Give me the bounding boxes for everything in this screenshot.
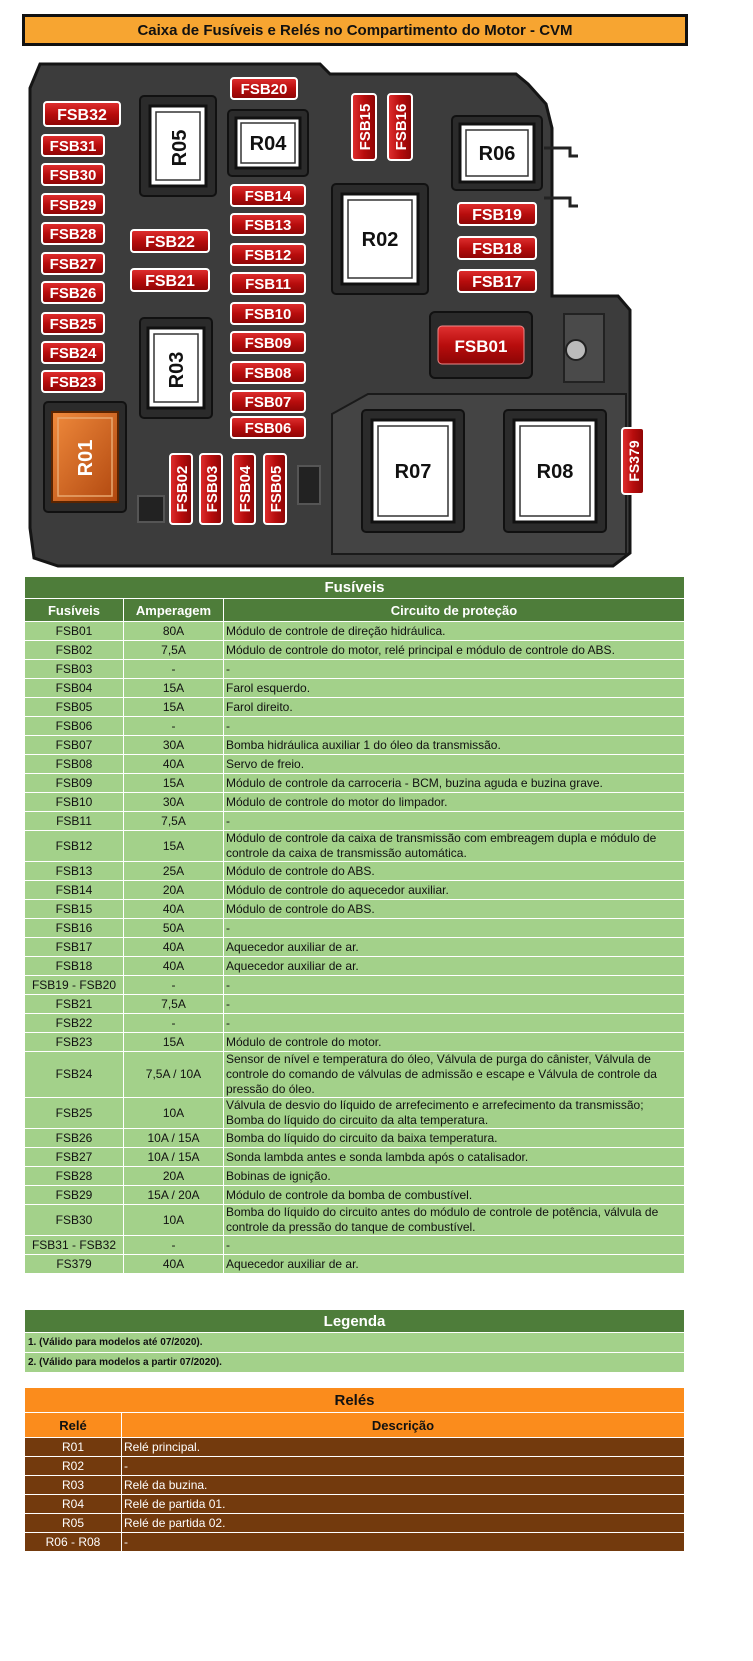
svg-text:FSB05: FSB05 — [268, 465, 285, 513]
svg-text:FSB24: FSB24 — [49, 345, 97, 362]
table-row — [25, 1098, 685, 1129]
desc-cell: - — [122, 1457, 685, 1476]
circuit-cell: Sensor de nível e temperatura do óleo, Válvula de purga do cânister, Válvula de controle do comando de válvulas de admissão e escape e Válvula de controle da pressão do óleo. — [224, 1052, 685, 1098]
fuse-label: FSB32 — [57, 107, 107, 124]
table-row — [25, 717, 685, 736]
fuse-fsb13 — [231, 214, 305, 235]
circuit-cell: - — [224, 919, 685, 938]
amp-cell: 7,5A / 10A — [124, 1052, 224, 1098]
svg-text:R07: R07 — [394, 461, 432, 483]
page-title: Caixa de Fusíveis e Relés no Compartimento do Motor - CVM — [22, 14, 688, 46]
circuit-cell: Bomba do líquido do circuito da baixa temperatura. — [224, 1129, 685, 1148]
fuse-fsb25 — [42, 313, 104, 334]
relay-r07 — [362, 410, 464, 532]
fuse-cell: FSB26 — [25, 1129, 124, 1148]
svg-text:FSB13: FSB13 — [244, 217, 292, 234]
fuse-fsb21 — [131, 269, 209, 291]
fuse-cell: FSB24 — [25, 1052, 124, 1098]
svg-text:FSB15: FSB15 — [357, 103, 374, 151]
fuse-cell: FSB18 — [25, 957, 124, 976]
table-row — [25, 812, 685, 831]
fuse-fsb14 — [231, 185, 305, 206]
circuit-cell: Módulo de controle do motor do limpador. — [224, 793, 685, 812]
table-row — [25, 1495, 685, 1514]
amp-cell: - — [124, 660, 224, 679]
fuse-cell: FSB08 — [25, 755, 124, 774]
svg-text:FSB03: FSB03 — [204, 465, 221, 513]
table-row — [25, 938, 685, 957]
fuse-cell: FSB13 — [25, 862, 124, 881]
legend-heading: Legenda — [25, 1310, 685, 1333]
relay-cell: R01 — [25, 1438, 122, 1457]
fuse-fsb19 — [458, 203, 536, 225]
table-row — [25, 1205, 685, 1236]
col-fuse: Fusíveis — [25, 599, 124, 622]
legend-table — [24, 1309, 685, 1373]
fuse-fsb16 — [388, 94, 412, 160]
fuse-cell: FSB23 — [25, 1033, 124, 1052]
amp-cell: - — [124, 1236, 224, 1255]
table-row — [25, 1052, 685, 1098]
table-row — [25, 1514, 685, 1533]
svg-text:FSB31: FSB31 — [49, 138, 97, 155]
circuit-cell: Módulo de controle da bomba de combustível. — [224, 1186, 685, 1205]
amp-cell: - — [124, 976, 224, 995]
circuit-cell: Farol direito. — [224, 698, 685, 717]
circuit-cell: Bobinas de ignição. — [224, 1167, 685, 1186]
fuse-fsb18 — [458, 237, 536, 259]
fuse-cell: FSB11 — [25, 812, 124, 831]
svg-text:R05: R05 — [169, 129, 191, 167]
svg-text:FSB07: FSB07 — [244, 394, 292, 411]
svg-text:FSB28: FSB28 — [49, 226, 97, 243]
table-row — [25, 831, 685, 862]
svg-text:FSB19: FSB19 — [472, 207, 522, 224]
fuse-cell: FSB09 — [25, 774, 124, 793]
fuse-cell: FSB01 — [25, 622, 124, 641]
legend-item: 1. (Válido para modelos até 07/2020). — [25, 1333, 685, 1353]
amp-cell: 7,5A — [124, 812, 224, 831]
table-row — [25, 679, 685, 698]
relay-cell: R02 — [25, 1457, 122, 1476]
circuit-cell: Módulo de controle de direção hidráulica. — [224, 622, 685, 641]
relay-r03 — [140, 318, 212, 418]
desc-cell: - — [122, 1533, 685, 1552]
fuse-fsb24 — [42, 342, 104, 363]
amp-cell: 30A — [124, 736, 224, 755]
circuit-cell: - — [224, 717, 685, 736]
desc-cell: Relé da buzina. — [122, 1476, 685, 1495]
svg-text:FSB04: FSB04 — [237, 465, 254, 513]
fuse-cell: FSB25 — [25, 1098, 124, 1129]
table-row — [25, 1236, 685, 1255]
col-circuit: Circuito de proteção — [224, 599, 685, 622]
circuit-cell: Módulo de controle do aquecedor auxiliar. — [224, 881, 685, 900]
table-row — [25, 793, 685, 812]
amp-cell: 80A — [124, 622, 224, 641]
svg-text:R02: R02 — [361, 229, 399, 251]
amp-cell: 10A / 15A — [124, 1148, 224, 1167]
fuse-cell: FS379 — [25, 1255, 124, 1274]
table-row — [25, 736, 685, 755]
svg-text:FSB30: FSB30 — [49, 167, 97, 184]
col-relay: Relé — [25, 1413, 122, 1438]
fuse-cell: FSB15 — [25, 900, 124, 919]
fuse-fsb04 — [233, 454, 255, 524]
table-row — [25, 1186, 685, 1205]
amp-cell: 15A — [124, 679, 224, 698]
table-row — [25, 1476, 685, 1495]
fuse-cell: FSB12 — [25, 831, 124, 862]
amp-cell: 15A — [124, 774, 224, 793]
fuse-cell: FSB29 — [25, 1186, 124, 1205]
amp-cell: - — [124, 1014, 224, 1033]
fuse-cell: FSB03 — [25, 660, 124, 679]
fuse-cell: FSB10 — [25, 793, 124, 812]
fuse-fsb32 — [44, 102, 120, 126]
fuse-fsb01 — [430, 312, 532, 378]
svg-text:FSB20: FSB20 — [240, 81, 288, 98]
fuse-cell: FSB14 — [25, 881, 124, 900]
fuse-fsb26 — [42, 282, 104, 303]
legend-item: 2. (Válido para modelos a partir 07/2020). — [25, 1353, 685, 1373]
svg-text:FSB25: FSB25 — [49, 316, 97, 333]
amp-cell: 25A — [124, 862, 224, 881]
fuse-cell: FSB17 — [25, 938, 124, 957]
svg-text:R04: R04 — [249, 133, 287, 155]
table-row — [25, 976, 685, 995]
circuit-cell: - — [224, 1014, 685, 1033]
amp-cell: 7,5A — [124, 641, 224, 660]
amp-cell: - — [124, 717, 224, 736]
table-row — [25, 919, 685, 938]
table-row — [25, 1457, 685, 1476]
table-row — [25, 900, 685, 919]
table-row — [25, 1129, 685, 1148]
table-row — [25, 698, 685, 717]
fuse-cell: FSB05 — [25, 698, 124, 717]
relay-table-heading: Relés — [25, 1388, 685, 1413]
table-row — [25, 957, 685, 976]
svg-text:FSB17: FSB17 — [472, 274, 522, 291]
table-row — [25, 881, 685, 900]
fuse-cell: FSB19 - FSB20 — [25, 976, 124, 995]
svg-text:R03: R03 — [166, 351, 188, 389]
table-row — [25, 1033, 685, 1052]
circuit-cell: - — [224, 1236, 685, 1255]
col-desc: Descrição — [122, 1413, 685, 1438]
table-row — [25, 995, 685, 1014]
circuit-cell: Servo de freio. — [224, 755, 685, 774]
relay-r08 — [504, 410, 606, 532]
fuse-fsb22 — [131, 230, 209, 252]
svg-text:FSB29: FSB29 — [49, 197, 97, 214]
table-row — [25, 1148, 685, 1167]
amp-cell: 15A — [124, 1033, 224, 1052]
fuse-cell: FSB06 — [25, 717, 124, 736]
fuse-cell: FSB04 — [25, 679, 124, 698]
svg-text:FSB06: FSB06 — [244, 420, 292, 437]
fuse-cell: FSB27 — [25, 1148, 124, 1167]
amp-cell: 10A — [124, 1098, 224, 1129]
svg-text:FSB01: FSB01 — [454, 337, 508, 356]
fuse-cell: FSB02 — [25, 641, 124, 660]
svg-text:FSB27: FSB27 — [49, 256, 97, 273]
circuit-cell: - — [224, 660, 685, 679]
fuse-table — [24, 576, 685, 1274]
table-row — [25, 774, 685, 793]
circuit-cell: Aquecedor auxiliar de ar. — [224, 1255, 685, 1274]
svg-text:FSB12: FSB12 — [244, 247, 292, 264]
fuse-fsb09 — [231, 332, 305, 353]
amp-cell: 15A — [124, 698, 224, 717]
fuse-cell: FSB16 — [25, 919, 124, 938]
fuse-fsb29 — [42, 194, 104, 215]
circuit-cell: Bomba do líquido do circuito antes do módulo de controle de potência, válvula de controle da pressão do tanque de combustível. — [224, 1205, 685, 1236]
fuse-cell: FSB21 — [25, 995, 124, 1014]
svg-text:FSB22: FSB22 — [145, 234, 195, 251]
circuit-cell: - — [224, 976, 685, 995]
circuit-cell: Módulo de controle do ABS. — [224, 862, 685, 881]
svg-text:FSB09: FSB09 — [244, 335, 292, 352]
fuse-fsb15 — [352, 94, 376, 160]
circuit-cell: Módulo de controle do motor. — [224, 1033, 685, 1052]
svg-text:FSB08: FSB08 — [244, 365, 292, 382]
svg-text:FSB11: FSB11 — [245, 276, 291, 293]
relay-r06 — [452, 116, 542, 190]
fuse-fsb27 — [42, 253, 104, 274]
amp-cell: 40A — [124, 755, 224, 774]
relay-r05 — [140, 96, 216, 196]
fuse-table-heading: Fusíveis — [25, 577, 685, 599]
relay-cell: R05 — [25, 1514, 122, 1533]
fuse-fsb08 — [231, 362, 305, 383]
svg-text:R08: R08 — [536, 461, 574, 483]
circuit-cell: Sonda lambda antes e sonda lambda após o catalisador. — [224, 1148, 685, 1167]
amp-cell: 7,5A — [124, 995, 224, 1014]
amp-cell: 20A — [124, 881, 224, 900]
amp-cell: 10A — [124, 1205, 224, 1236]
circuit-cell: Aquecedor auxiliar de ar. — [224, 957, 685, 976]
amp-cell: 40A — [124, 957, 224, 976]
fuse-fsb28 — [42, 223, 104, 244]
relay-table — [24, 1387, 685, 1552]
amp-cell: 30A — [124, 793, 224, 812]
amp-cell: 10A / 15A — [124, 1129, 224, 1148]
amp-cell: 15A / 20A — [124, 1186, 224, 1205]
circuit-cell: Módulo de controle da caixa de transmissão com embreagem dupla e módulo de controle da caixa de transmissão automática. — [224, 831, 685, 862]
fuse-box-diagram — [28, 58, 648, 568]
relay-cell: R03 — [25, 1476, 122, 1495]
svg-text:FSB18: FSB18 — [472, 241, 522, 258]
fuse-cell: FSB22 — [25, 1014, 124, 1033]
desc-cell: Relé de partida 02. — [122, 1514, 685, 1533]
circuit-cell: Módulo de controle da carroceria - BCM, buzina aguda e buzina grave. — [224, 774, 685, 793]
circuit-cell: - — [224, 812, 685, 831]
fuse-fsb11 — [231, 273, 305, 294]
svg-text:FSB23: FSB23 — [49, 374, 97, 391]
svg-text:R06: R06 — [478, 143, 516, 165]
svg-text:R01: R01 — [75, 439, 97, 477]
svg-text:FSB16: FSB16 — [393, 103, 410, 151]
fuse-fsb12 — [231, 244, 305, 265]
fuse-cell: FSB30 — [25, 1205, 124, 1236]
table-row — [25, 1255, 685, 1274]
table-row — [25, 755, 685, 774]
amp-cell: 40A — [124, 1255, 224, 1274]
table-row — [25, 660, 685, 679]
circuit-cell: Bomba hidráulica auxiliar 1 do óleo da transmissão. — [224, 736, 685, 755]
fuse-fsb17 — [458, 270, 536, 292]
fuse-fs379-body — [622, 428, 644, 494]
relay-r04 — [228, 110, 308, 176]
fuse-fsb23 — [42, 371, 104, 392]
fuse-fsb31 — [42, 135, 104, 156]
svg-text:FSB14: FSB14 — [244, 188, 292, 205]
fuse-fsb03 — [200, 454, 222, 524]
amp-cell: 15A — [124, 831, 224, 862]
table-row — [25, 622, 685, 641]
circuit-cell: Módulo de controle do motor, relé principal e módulo de controle do ABS. — [224, 641, 685, 660]
fuse-fsb30 — [42, 164, 104, 185]
fuse-cell: FSB28 — [25, 1167, 124, 1186]
relay-cell: R06 - R08 — [25, 1533, 122, 1552]
amp-cell: 20A — [124, 1167, 224, 1186]
circuit-cell: Módulo de controle do ABS. — [224, 900, 685, 919]
relay-r01 — [44, 402, 126, 512]
fuse-cell: FSB07 — [25, 736, 124, 755]
svg-text:FSB26: FSB26 — [49, 285, 97, 302]
fuse-fsb10 — [231, 303, 305, 324]
svg-text:FSB21: FSB21 — [145, 273, 195, 290]
svg-text:FS379: FS379 — [626, 440, 642, 482]
fuse-fsb07 — [231, 391, 305, 412]
fuse-cell: FSB31 - FSB32 — [25, 1236, 124, 1255]
amp-cell: 50A — [124, 919, 224, 938]
svg-text:FSB10: FSB10 — [244, 306, 292, 323]
fuse-fsb06 — [231, 417, 305, 438]
svg-text:FSB02: FSB02 — [174, 465, 191, 513]
table-row — [25, 1167, 685, 1186]
relay-cell: R04 — [25, 1495, 122, 1514]
circuit-cell: Válvula de desvio do líquido de arrefecimento e arrefecimento da transmissão; Bomba do líquido do circuito da alta temperatura. — [224, 1098, 685, 1129]
table-row — [25, 862, 685, 881]
col-amp: Amperagem — [124, 599, 224, 622]
amp-cell: 40A — [124, 938, 224, 957]
fuse-fsb02 — [170, 454, 192, 524]
desc-cell: Relé principal. — [122, 1438, 685, 1457]
table-row — [25, 1533, 685, 1552]
circuit-cell: Farol esquerdo. — [224, 679, 685, 698]
desc-cell: Relé de partida 01. — [122, 1495, 685, 1514]
fuse-fsb05 — [264, 454, 286, 524]
circuit-cell: Aquecedor auxiliar de ar. — [224, 938, 685, 957]
table-row — [25, 641, 685, 660]
table-row — [25, 1438, 685, 1457]
table-row — [25, 1014, 685, 1033]
relay-r02 — [332, 184, 428, 294]
amp-cell: 40A — [124, 900, 224, 919]
fuse-fsb20 — [231, 78, 297, 99]
circuit-cell: - — [224, 995, 685, 1014]
